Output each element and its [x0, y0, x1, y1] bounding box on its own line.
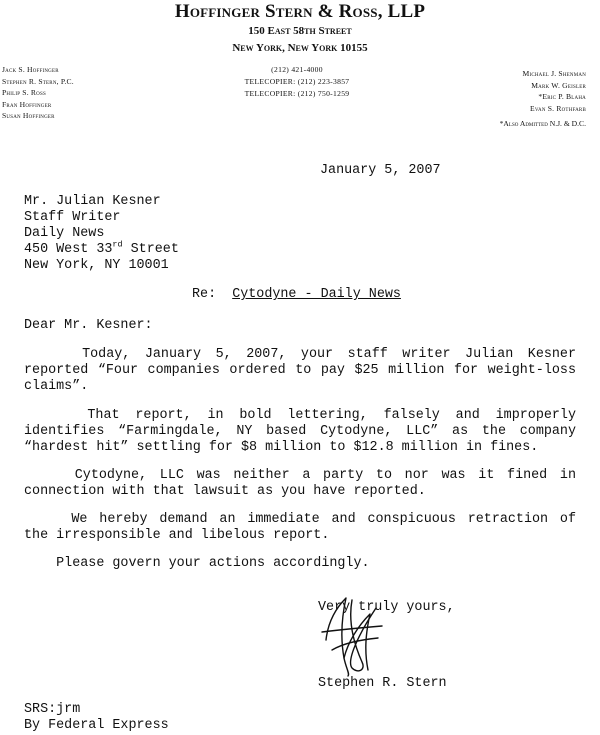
- street-number: 450 West 33: [24, 242, 113, 257]
- paragraph-4-line: the irresponsible and libelous report.: [24, 528, 330, 543]
- street-ordinal-suffix: rd: [112, 239, 123, 250]
- paragraph-2-line: identifies “Farmingdale, NY based Cytodyne, LLC” as the company: [24, 424, 576, 439]
- partner-name: Stephen R. Stern, P.C.: [2, 76, 74, 86]
- partner-name: Michael J. Shenman: [522, 69, 586, 78]
- telecopier-1: TELECOPIER: (212) 223-3857: [244, 77, 350, 86]
- paragraph-4-line: We hereby demand an immediate and conspicuous retraction of: [24, 512, 576, 527]
- partner-name: Jack S. Hoffinger: [2, 65, 59, 74]
- partner-name: Fran Hoffinger: [2, 99, 52, 109]
- recipient-street: [24, 239, 179, 258]
- recipient-title: Staff Writer: [24, 210, 121, 225]
- signer-name: Stephen R. Stern: [318, 676, 447, 691]
- re-subject: Cytodyne - Daily News: [232, 287, 401, 302]
- recipient-city: New York, NY 10001: [24, 258, 169, 273]
- paragraph-3-line: Cytodyne, LLC was neither a party to nor was it fined in: [24, 468, 576, 483]
- partner-name: Susan Hoffinger: [2, 111, 55, 120]
- firm-address-street: 150 East 58th Street: [248, 25, 352, 37]
- firm-address-city: New York, New York 10155: [232, 42, 368, 54]
- paragraph-3-line: connection with that lawsuit as you have reported.: [24, 484, 426, 499]
- firm-contacts: [222, 64, 372, 100]
- paragraph-1-line: Today, January 5, 2007, your staff writer Julian Kesner: [24, 347, 576, 362]
- handwritten-signature: [318, 592, 388, 678]
- closing: Very truly yours,: [318, 600, 455, 615]
- partner-name: Philip S. Ross: [2, 88, 46, 97]
- re-line: [192, 287, 401, 303]
- letter-date: January 5, 2007: [320, 163, 441, 178]
- partner-name: *Eric P. Blaha: [538, 92, 586, 101]
- admitted-note: *Also Admitted N.J. & D.C.: [499, 119, 586, 128]
- partners-left-list: [2, 64, 74, 122]
- paragraph-5-line: Please govern your actions accordingly.: [24, 556, 370, 571]
- partner-name: Mark W. Geisler: [531, 80, 586, 90]
- recipient-organization: Daily News: [24, 226, 105, 241]
- paragraph-1-line: claims”.: [24, 379, 89, 394]
- re-label: Re:: [192, 287, 217, 302]
- typist-initials: SRS:jrm: [24, 702, 81, 717]
- firm-name: Hoffinger Stern & Ross, LLP: [174, 1, 426, 22]
- partner-name: Evan S. Rothfarb: [530, 103, 586, 113]
- telecopier-2: TELECOPIER: (212) 750-1259: [244, 89, 350, 98]
- partners-right-list: [523, 68, 587, 114]
- paragraph-2-line: That report, in bold lettering, falsely and improperly: [24, 408, 576, 423]
- phone-number: (212) 421-4000: [271, 65, 323, 74]
- paragraph-2-line: “hardest hit” settling for $8 million to $12.8 million in fines.: [24, 440, 539, 455]
- paragraph-1-line: reported “Four companies ordered to pay $25 million for weight-loss: [24, 363, 576, 378]
- delivery-method: By Federal Express: [24, 718, 169, 733]
- salutation: Dear Mr. Kesner:: [24, 318, 153, 333]
- street-name: Street: [122, 242, 179, 257]
- recipient-name: Mr. Julian Kesner: [24, 194, 161, 209]
